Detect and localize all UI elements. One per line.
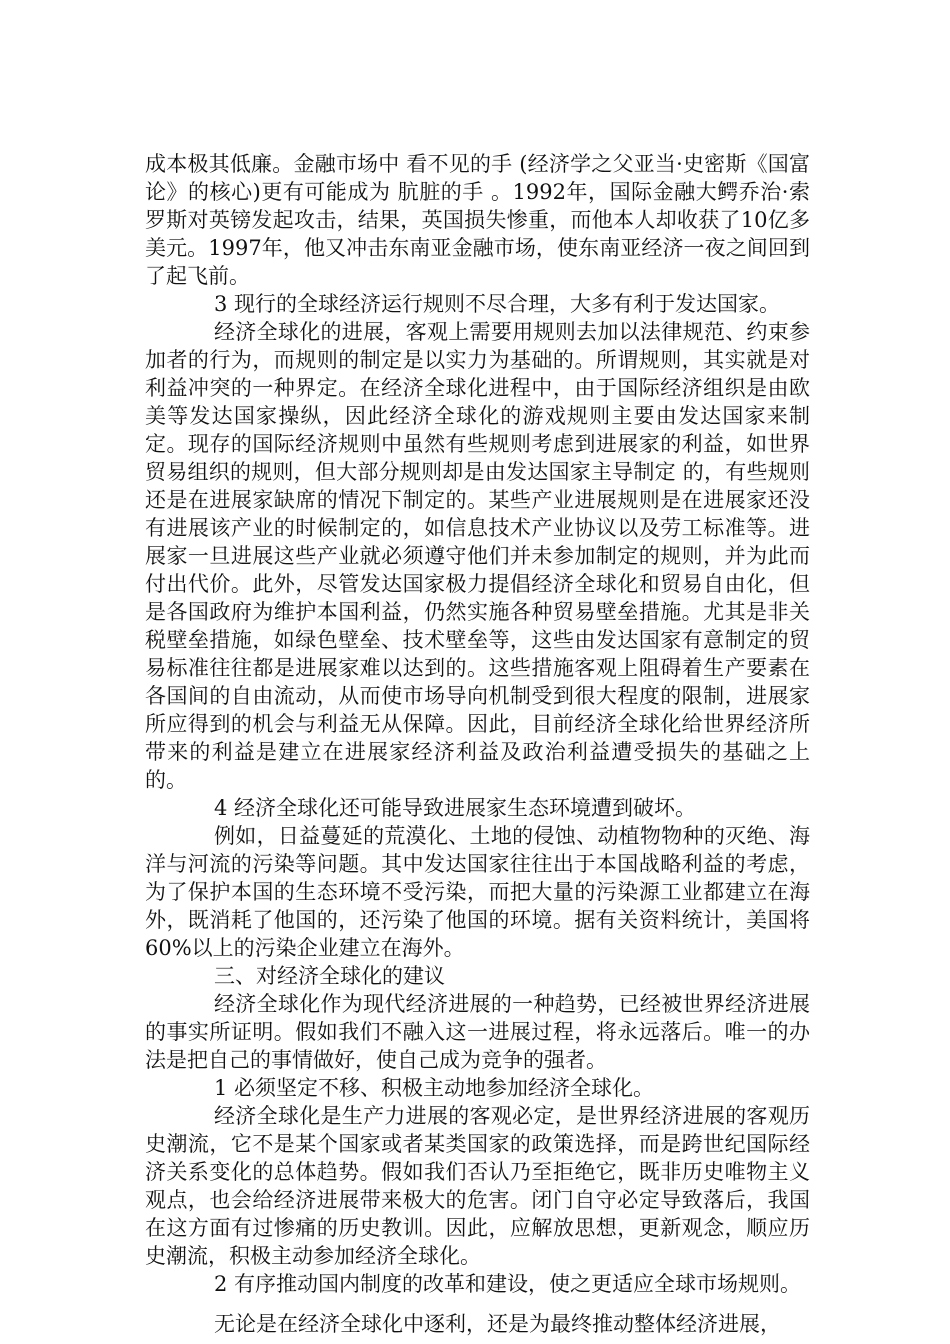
paragraph-global-rules: 经济全球化的进展，客观上需要用规则去加以法律规范、约束参加者的行为，而规则的制定是以实力为基础的。所谓规则，其实就是对利益冲突的一种界定。在经济全球化进程中，由于国际经济组织是由欧美等发达国家操纵，因此经济全球化的游戏规则主要由发达国家来制定。现存的国际经济规则中虽然有些规则考虑到进展家的利益，如世界贸易组织的规则，但大部分规则却是由发达国家主导制定 的，有些规则还是在进展家缺席的情况下制定的。某些产业进展规则是在进展家还没有进展该产业的时候制定的，如信息技术产业协议以及劳工标准等。进展家一旦进展这些产业就必须遵守他们并未参加制定的规则，并为此而付出代价。此外，尽管发达国家极力提倡经济全球化和贸易自由化，但是各国政府为维护本国利益，仍然实施各种贸易壁垒措施。尤其是非关税壁垒措施，如绿色壁垒、技术壁垒等，这些由发达国家有意制定的贸易标准往往都是进展家难以达到的。这些措施客观上阻碍着生产要素在各国间的自由流动，从而使市场导向机制受到很大程度的限制，进展家所应得到的机会与利益无从保障。因此，目前经济全球化给世界经济所带来的利益是建立在进展家经济利益及政治利益遭受损失的基础之上的。: [145, 320, 810, 792]
section-heading-suggestions: 三、对经济全球化的建议: [214, 964, 445, 988]
paragraph-trend: 经济全球化作为现代经济进展的一种趋势，已经被世界经济进展的事实所证明。假如我们不融入这一进展过程，将永远落后。唯一的办法是把自己的事情做好，使自己成为竞争的强者。: [145, 992, 810, 1072]
document-body: [145, 150, 810, 1338]
paragraph-financial-market: 成本极其低廉。金融市场中 看不见的手 (经济学之父亚当·史密斯《国富论》的核心)更有可能成为 肮脏的手 。1992年，国际金融大鳄乔治·索罗斯对英镑发起攻击，结果，英国损失惨重，而他本人却收获了10亿多美元。1997年，他又冲击东南亚金融市场，使东南亚经济一夜之间回到了起飞前。: [145, 152, 810, 288]
paragraph-productivity: 经济全球化是生产力进展的客观必定，是世界经济进展的客观历史潮流，它不是某个国家或者某类国家的政策选择，而是跨世纪国际经济关系变化的总体趋势。假如我们否认乃至拒绝它，既非历史唯物主义观点，也会给经济进展带来极大的危害。闭门自守必定导致落后，我国在这方面有过惨痛的历史教训。因此，应解放思想，更新观念，顺应历史潮流，积极主动参加经济全球化。: [145, 1104, 810, 1268]
paragraph-ecology: 例如，日益蔓延的荒漠化、土地的侵蚀、动植物物种的灭绝、海洋与河流的污染等问题。其中发达国家往往出于本国战略利益的考虑，为了保护本国的生态环境不受污染，而把大量的污染源工业都建立在海外，既消耗了他国的，还污染了他国的环境。据有关资料统计，美国将60%以上的污染企业建立在海外。: [145, 824, 810, 960]
heading-suggestion-2: 2 有序推动国内制度的改革和建设，使之更适应全球市场规则。: [214, 1272, 802, 1296]
paragraph-final: 无论是在经济全球化中逐利，还是为最终推动整体经济进展，: [214, 1312, 781, 1336]
heading-point-3: 3 现行的全球经济运行规则不尽合理，大多有利于发达国家。: [214, 292, 781, 316]
heading-suggestion-1: 1 必须坚定不移、积极主动地参加经济全球化。: [214, 1076, 655, 1100]
heading-point-4: 4 经济全球化还可能导致进展家生态环境遭到破坏。: [214, 796, 697, 820]
